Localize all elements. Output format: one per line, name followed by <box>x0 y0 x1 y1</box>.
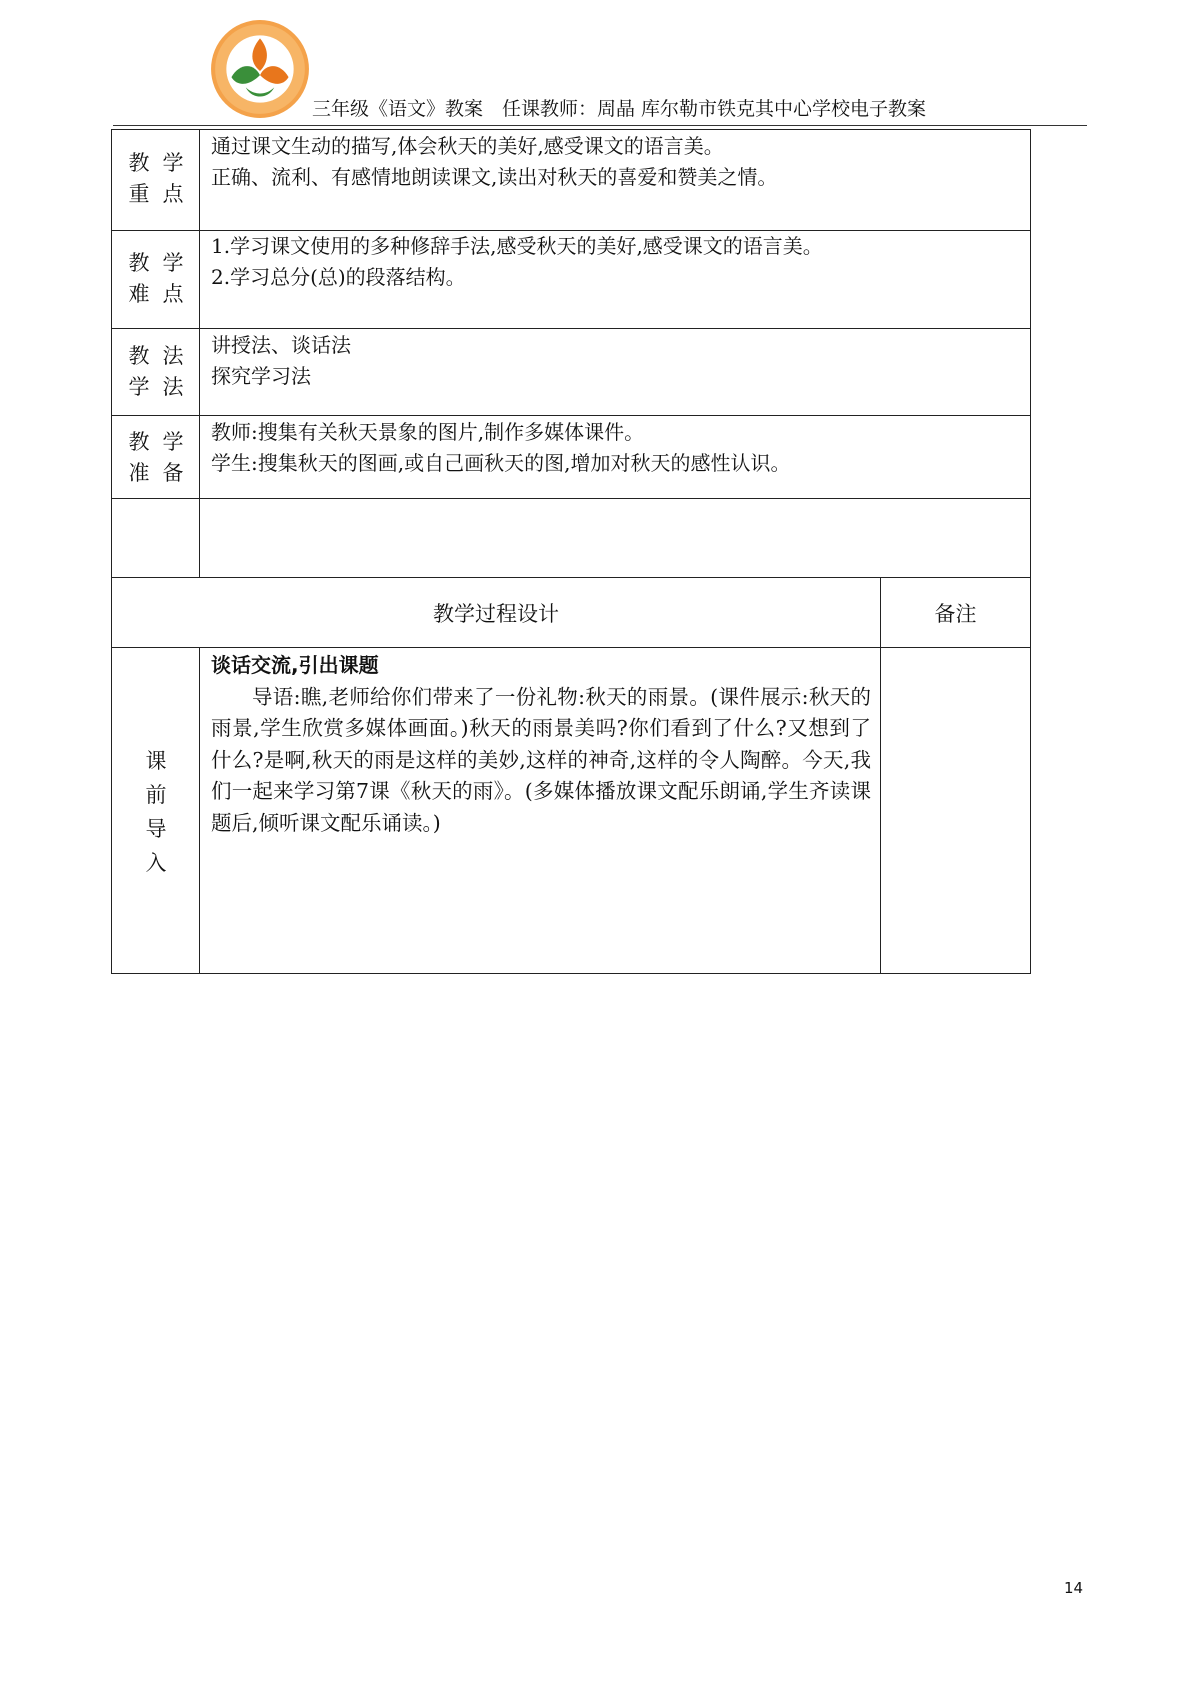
label-teaching-preparation: 教学 准备 <box>128 430 197 485</box>
label-pre-class-intro: 课 前 导 入 <box>145 749 167 875</box>
label-teaching-focus: 教学 重点 <box>128 151 197 206</box>
teaching-methods-content: 讲授法、谈话法 探究学习法 <box>211 333 351 388</box>
label-teaching-difficulty: 教学 难点 <box>128 251 197 306</box>
teaching-preparation-content: 教师:搜集有关秋天景象的图片,制作多媒体课件。 学生:搜集秋天的图画,或自己画秋天的图,增加对秋天的感性认识。 <box>211 420 791 475</box>
notes-column-title: 备注 <box>934 602 977 626</box>
teaching-difficulty-content: 1.学习课文使用的多种修辞手法,感受秋天的美好,感受课文的语言美。 2.学习总分(总)的段落结构。 <box>211 234 823 289</box>
intro-heading: 谈话交流,引出课题 <box>211 653 379 677</box>
document-header: 三年级《语文》教案 任课教师：周晶 库尔勒市铁克其中心学校电子教案 <box>312 98 927 120</box>
intro-paragraph: 导语:瞧,老师给你们带来了一份礼物:秋天的雨景。(课件展示:秋天的雨景,学生欣赏多媒体画面。)秋天的雨景美吗?你们看到了什么?又想到了什么?是啊,秋天的雨是这样的美妙,这样的神奇,这样的令人陶醉。今天,我们一起来学习第7课《秋天的雨》。(多媒体播放课文配乐朗诵,学生齐读课题后,倾听课文配乐诵读。) <box>211 684 871 835</box>
label-teaching-methods: 教法 学法 <box>128 344 197 399</box>
teaching-focus-content: 通过课文生动的描写,体会秋天的美好,感受课文的语言美。 正确、流利、有感情地朗读课文,读出对秋天的喜爱和赞美之情。 <box>211 134 778 189</box>
page-number: 14 <box>1064 1579 1084 1597</box>
process-design-title: 教学过程设计 <box>433 602 559 626</box>
pre-class-intro-content <box>211 650 871 839</box>
